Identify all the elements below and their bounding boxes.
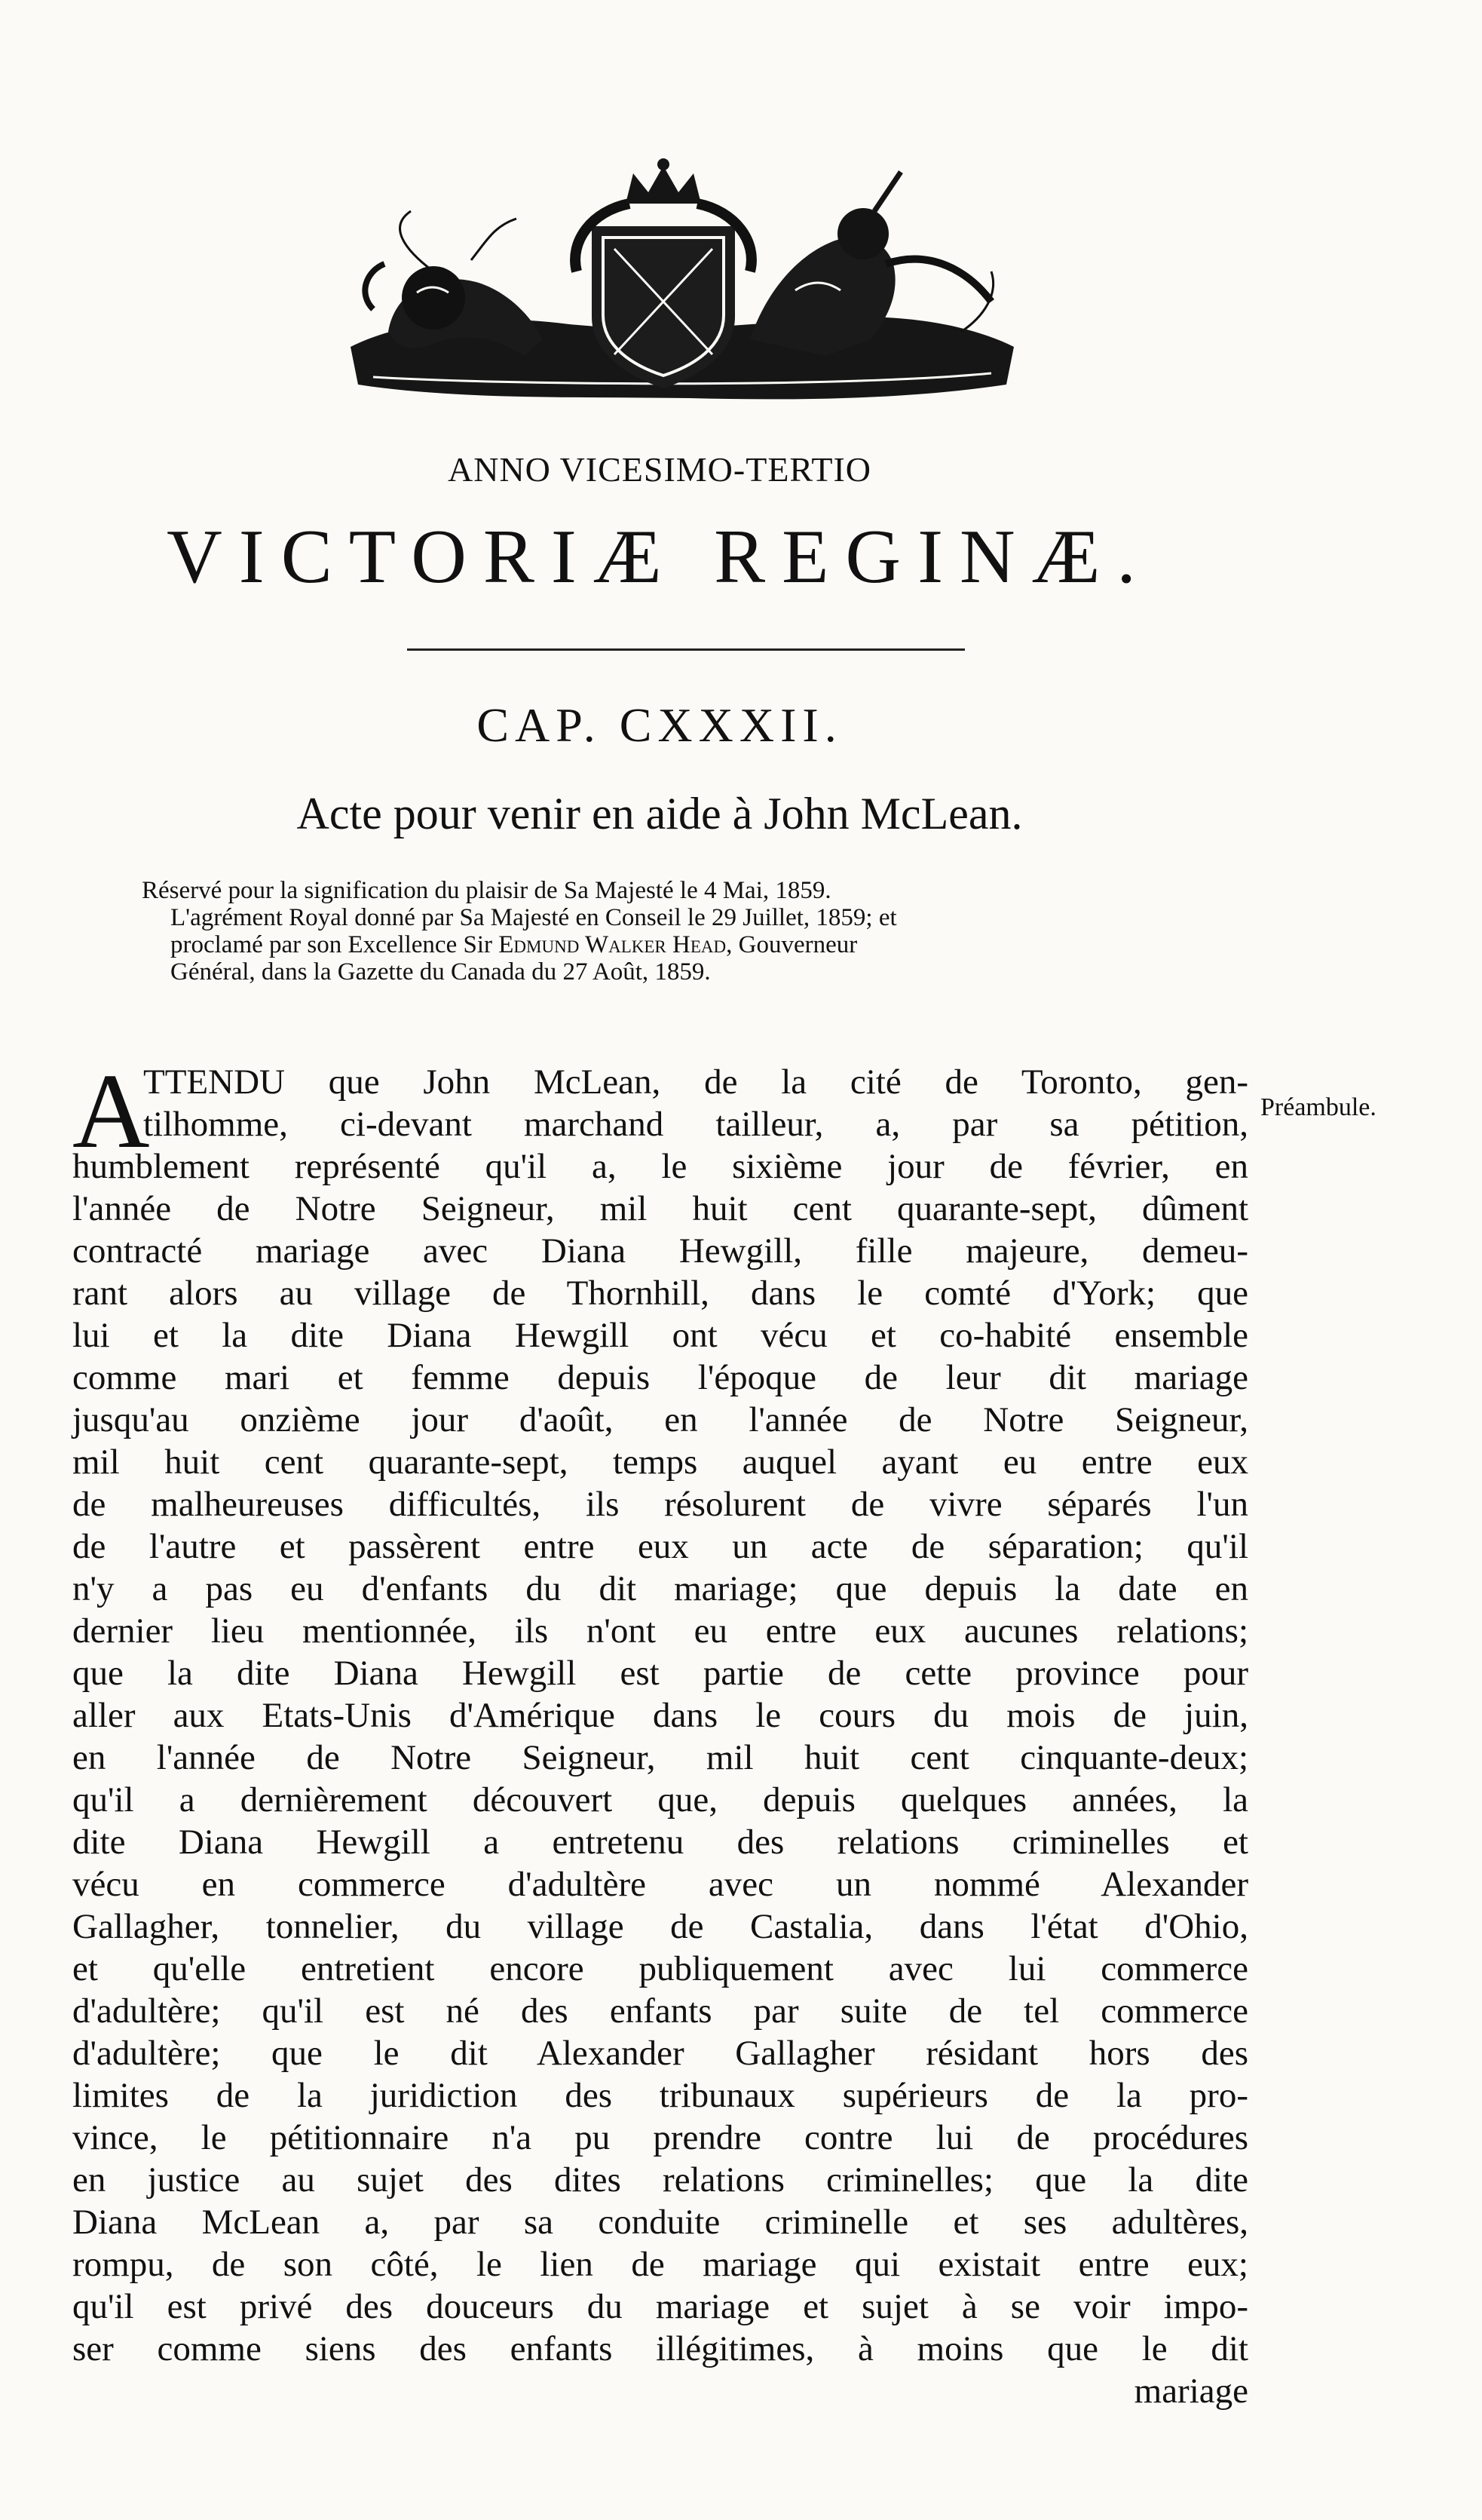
text-line: d'adultère; que le dit Alexander Gallagher résidant hors des [72, 2034, 1248, 2073]
text-line: contracté mariage avec Diana Hewgill, fille majeure, demeu- [72, 1231, 1248, 1271]
text-line: lui et la dite Diana Hewgill ont vécu et co-habité ensemble [72, 1316, 1248, 1355]
text-line: dite Diana Hewgill a entretenu des relations criminelles et [72, 1823, 1248, 1862]
assent-line-agreement: L'agrément Royal donné par Sa Majesté en Conseil le 29 Juillet, 1859; et [170, 904, 897, 931]
text-line: ser comme siens des enfants illégitimes, à moins que le dit [72, 2329, 1248, 2368]
text-line: que la dite Diana Hewgill est partie de cette province pour [72, 1654, 1248, 1693]
text-line: comme mari et femme depuis l'époque de leur dit mariage [72, 1358, 1248, 1397]
text-line: en justice au sujet des dites relations criminelles; que la dite [72, 2160, 1248, 2200]
royal-coat-of-arms-icon [343, 158, 1021, 415]
text-line: qu'il est privé des douceurs du mariage et sujet à se voir impo- [72, 2287, 1248, 2326]
text-line: de malheureuses difficultés, ils résolurent de vivre séparés l'un [72, 1485, 1248, 1524]
preamble-text [72, 1061, 1248, 2412]
text-line: limites de la juridiction des tribunaux supérieurs de la pro- [72, 2076, 1248, 2115]
text-line: TTENDU que John McLean, de la cité de Toronto, gen- [143, 1062, 1248, 1102]
text-line: de l'autre et passèrent entre eux un acte de séparation; qu'il [72, 1527, 1248, 1566]
anno-heading: ANNO VICESIMO-TERTIO [448, 450, 871, 489]
assent-line-gazette: Général, dans la Gazette du Canada du 27 Août, 1859. [170, 958, 711, 986]
text-line: vince, le pétitionnaire n'a pu prendre contre lui de procédures [72, 2118, 1248, 2157]
text-line: jusqu'au onzième jour d'août, en l'année de Notre Seigneur, [72, 1400, 1248, 1439]
assent-text: proclamé par son Excellence Sir [170, 931, 499, 958]
section-divider [407, 648, 965, 651]
text-line: et qu'elle entretient encore publiquement avec lui commerce [72, 1949, 1248, 1988]
text-line: l'année de Notre Seigneur, mil huit cent quarante-sept, dûment [72, 1189, 1248, 1228]
text-line: rant alors au village de Thornhill, dans le comté d'York; que [72, 1274, 1248, 1313]
act-title: Acte pour venir en aide à John McLean. [296, 789, 1023, 838]
text-line: Diana McLean a, par sa conduite criminelle et ses adultères, [72, 2203, 1248, 2242]
text-line: aller aux Etats-Unis d'Amérique dans le cours du mois de juin, [72, 1696, 1248, 1735]
text-line: en l'année de Notre Seigneur, mil huit cent cinquante-deux; [72, 1738, 1248, 1777]
margin-note-preamble: Préambule. [1260, 1093, 1376, 1121]
text-line: d'adultère; qu'il est né des enfants par suite de tel commerce [72, 1991, 1248, 2031]
drop-cap: A [72, 1051, 150, 1170]
chapter-heading: CAP. CXXXII. [476, 698, 843, 752]
text-line: qu'il a dernièrement découvert que, depuis quelques années, la [72, 1780, 1248, 1819]
text-line: mil huit cent quarante-sept, temps auquel ayant eu entre eux [72, 1442, 1248, 1482]
text-line: n'y a pas eu d'enfants du dit mariage; que depuis la date en [72, 1569, 1248, 1608]
catchword: mariage [1134, 2371, 1248, 2411]
text-line: vécu en commerce d'adultère avec un nommé Alexander [72, 1865, 1248, 1904]
text-line: Gallagher, tonnelier, du village de Castalia, dans l'état d'Ohio, [72, 1907, 1248, 1946]
text-line: tilhomme, ci-devant marchand tailleur, a, par sa pétition, [143, 1105, 1248, 1144]
text-line: rompu, de son côté, le lien de mariage qui existait entre eux; [72, 2245, 1248, 2284]
assent-line-reserved: Réservé pour la signification du plaisir de Sa Majesté le 4 Mai, 1859. [142, 877, 831, 904]
text-line: humblement représenté qu'il a, le sixième jour de février, en [72, 1147, 1248, 1186]
assent-text: , Gouverneur [726, 931, 858, 958]
text-line: dernier lieu mentionnée, ils n'ont eu entre eux aucunes relations; [72, 1611, 1248, 1651]
regnal-heading: VICTORIÆ REGINÆ. [167, 514, 1153, 599]
assent-line-proclaimed [142, 931, 1248, 958]
governor-name: Edmund Walker Head [498, 931, 727, 958]
royal-assent-note [142, 877, 1248, 986]
